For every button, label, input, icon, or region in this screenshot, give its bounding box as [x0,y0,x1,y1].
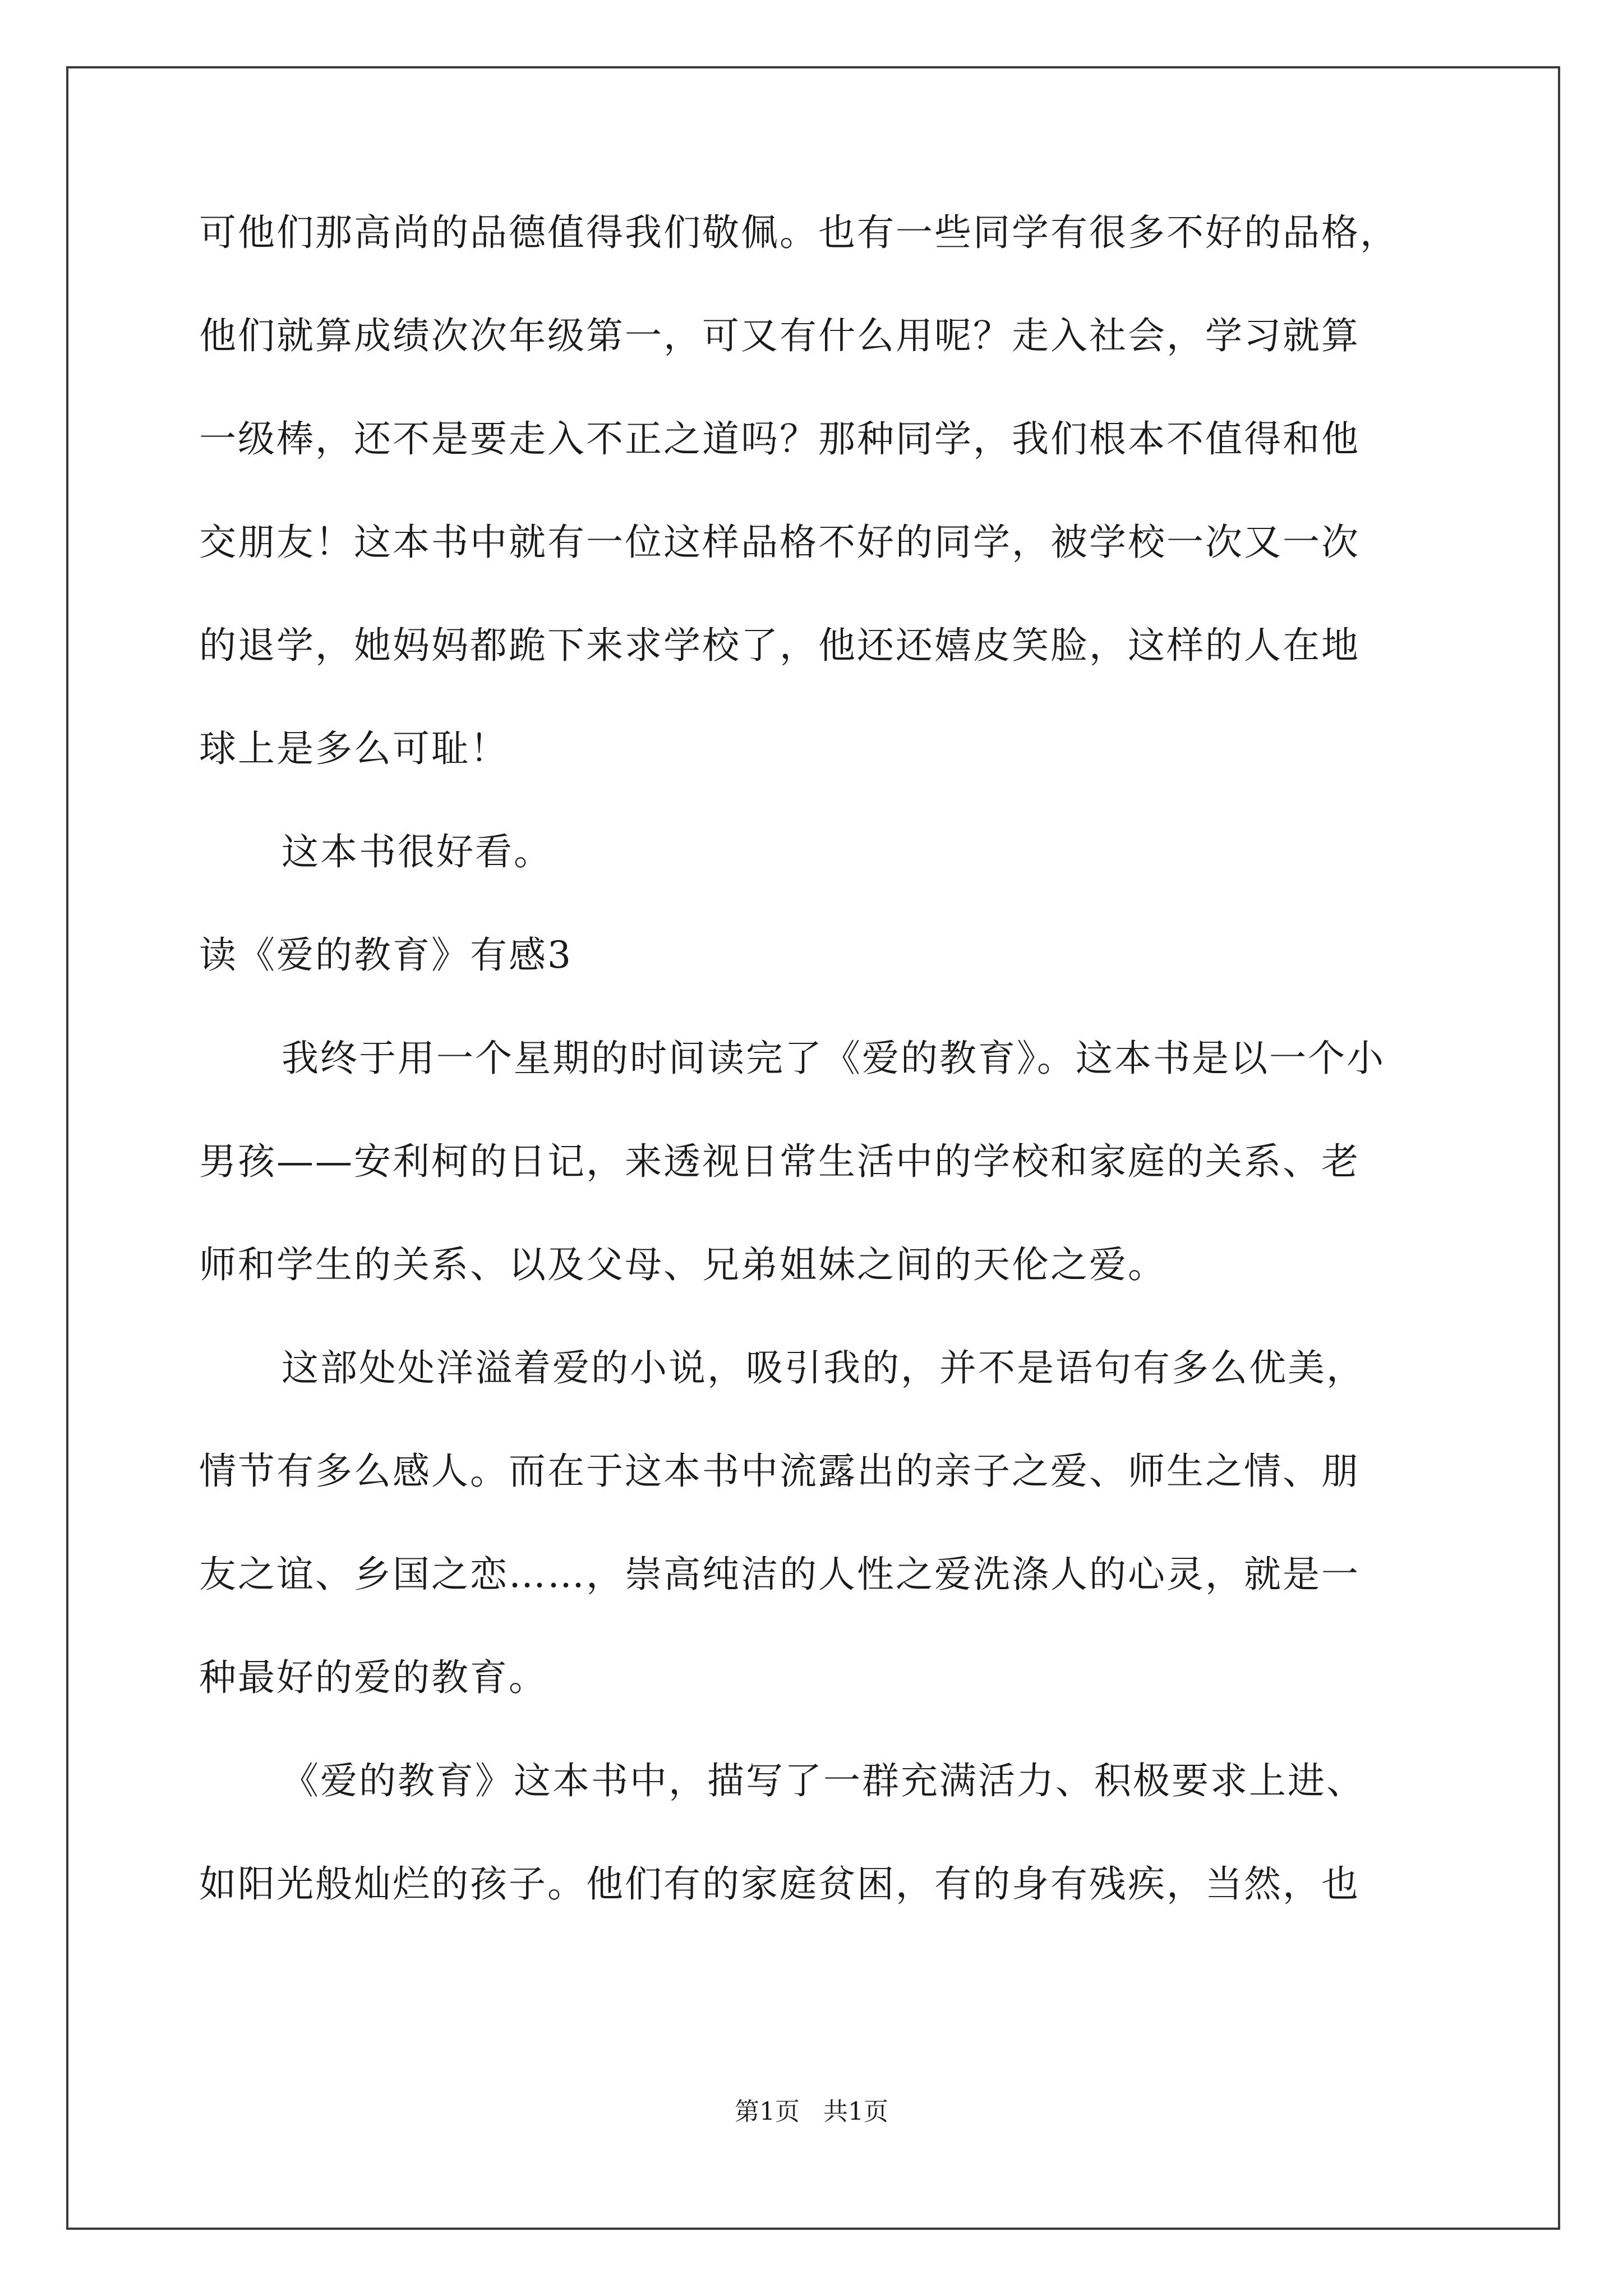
paragraph-3-line-1: 我终于用一个星期的时间读完了《爱的教育》。这本书是以一个小 [282,1037,1385,1080]
paragraph-1-line-6: 球上是多么可耻！ [199,727,509,770]
page-footer: 第1页 共1页 [735,2097,888,2126]
paragraph-3-line-2: 男孩——安利柯的日记，来透视日常生活中的学校和家庭的关系、老 [199,1140,1360,1183]
paragraph-5-line-1: 《爱的教育》这本书中，描写了一群充满活力、积极要求上进、 [282,1759,1365,1802]
paragraph-4-line-4: 种最好的爱的教育。 [199,1656,547,1699]
section-heading: 读《爱的教育》有感3 [199,933,573,977]
paragraph-4-line-3: 友之谊、乡国之恋……，崇高纯洁的人性之爱洗涤人的心灵，就是一 [199,1553,1360,1596]
paragraph-1-line-1: 可他们那高尚的品德值得我们敬佩。也有一些同学有很多不好的品格， [199,211,1399,254]
paragraph-1-line-5: 的退学，她妈妈都跪下来求学校了，他还还嬉皮笑脸，这样的人在地 [199,624,1360,667]
paragraph-4-line-1: 这部处处洋溢着爱的小说，吸引我的，并不是语句有多么优美， [282,1346,1365,1389]
paragraph-3-line-3: 师和学生的关系、以及父母、兄弟姐妹之间的天伦之爱。 [199,1243,1166,1286]
paragraph-2-line-1: 这本书很好看。 [282,830,552,873]
paragraph-1-line-2: 他们就算成绩次次年级第一，可又有什么用呢？走入社会，学习就算 [199,314,1360,357]
paragraph-1-line-4: 交朋友！这本书中就有一位这样品格不好的同学，被学校一次又一次 [199,521,1360,564]
paragraph-1-line-3: 一级棒，还不是要走入不正之道吗？那种同学，我们根本不值得和他 [199,417,1360,461]
paragraph-4-line-2: 情节有多么感人。而在于这本书中流露出的亲子之爱、师生之情、朋 [199,1450,1360,1493]
paragraph-5-line-2: 如阳光般灿烂的孩子。他们有的家庭贫困，有的身有残疾，当然，也 [199,1862,1360,1906]
